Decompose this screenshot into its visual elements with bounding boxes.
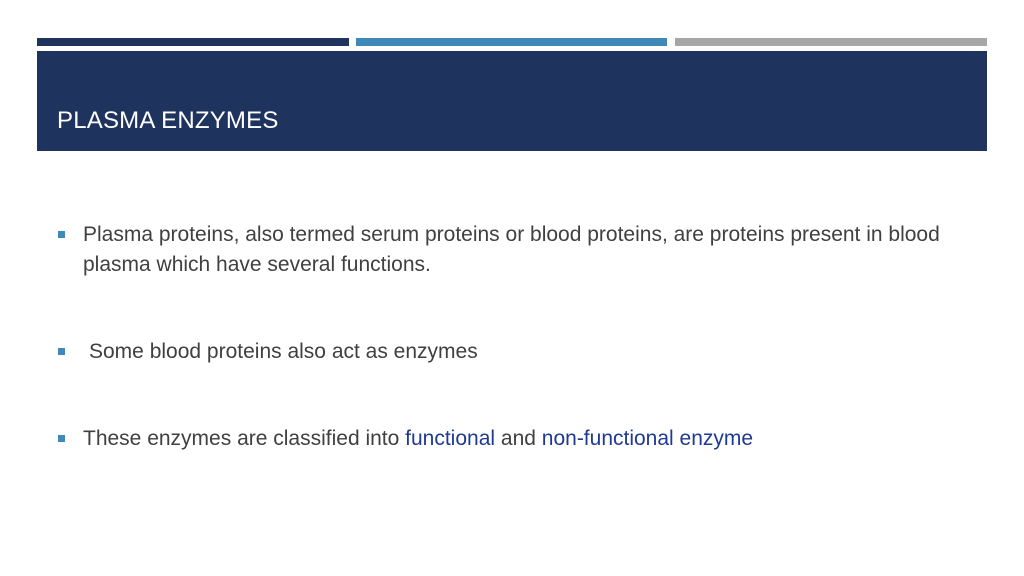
term-functional: functional: [405, 427, 496, 450]
bullet-item: [58, 220, 968, 280]
bullet-text-middle: and: [495, 427, 542, 450]
bullet-text: Plasma proteins, also termed serum proteins or blood proteins, are proteins present in blood plasma which have several functions.: [83, 223, 940, 276]
slide-title: PLASMA ENZYMES: [57, 107, 279, 134]
square-bullet-icon: [58, 435, 65, 442]
accent-bar-dark-blue: [37, 38, 349, 46]
bullet-text: [83, 424, 753, 454]
bullet-item: [58, 424, 968, 454]
bullet-text-prefix: These enzymes are classified into: [83, 427, 406, 450]
bullet-item: [58, 337, 968, 367]
term-non-functional-enzyme: non-functional enzyme: [541, 427, 754, 450]
accent-bar-light-blue: [356, 38, 667, 46]
square-bullet-icon: [58, 348, 65, 355]
title-band: [37, 51, 987, 151]
bullet-text: Some blood proteins also act as enzymes: [89, 340, 478, 363]
square-bullet-icon: [58, 231, 65, 238]
accent-bar-gray: [675, 38, 987, 46]
